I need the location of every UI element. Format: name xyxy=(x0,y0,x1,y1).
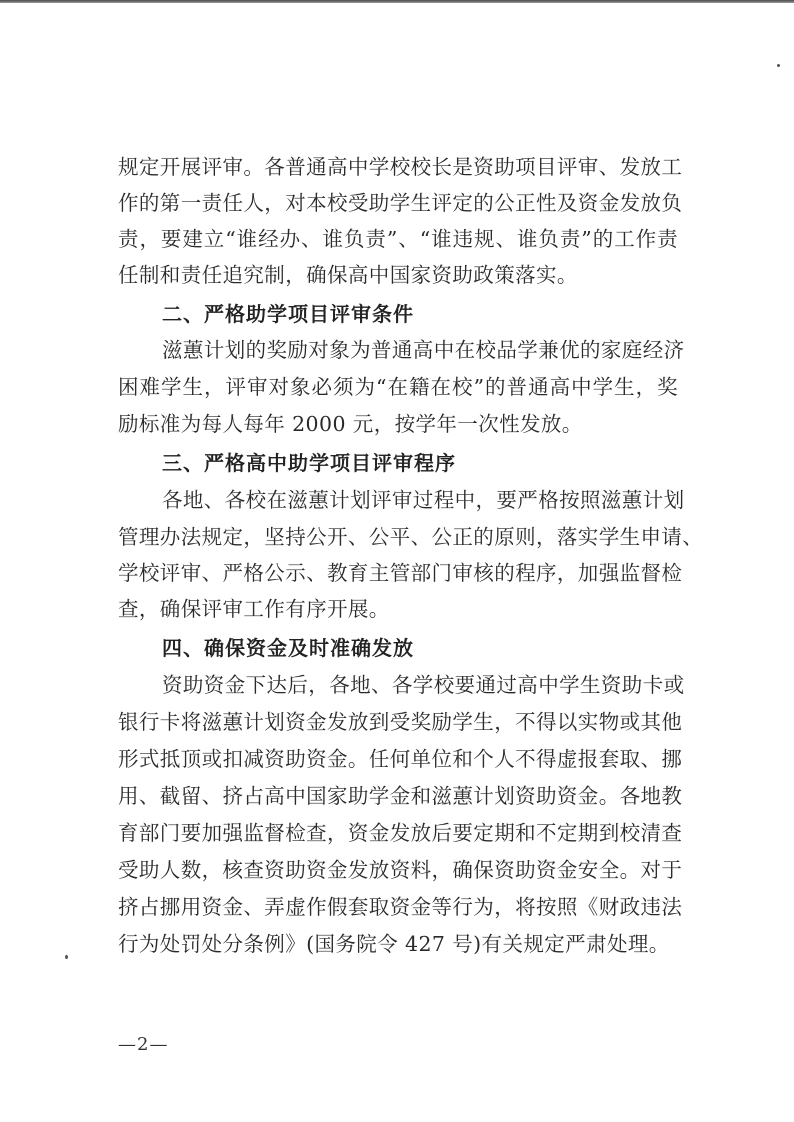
scan-speck xyxy=(65,955,68,959)
body-text-line: 责，要建立“谁经办、谁负责”、“谁违规、谁负责”的工作责 xyxy=(118,227,678,251)
section-heading: 三、严格高中助学项目评审程序 xyxy=(162,451,456,475)
body-text-line: 银行卡将滋蕙计划资金发放到受奖励学生，不得以实物或其他 xyxy=(118,710,683,734)
body-text-line: 育部门要加强监督检查，资金发放后要定期和不定期到校清查 xyxy=(118,821,683,845)
section-heading: 四、确保资金及时准确发放 xyxy=(162,636,414,660)
body-text-line: 任制和责任追究制，确保高中国家资助政策落实。 xyxy=(118,263,578,287)
body-text-line: 管理办法规定，坚持公开、公平、公正的原则，落实学生申请、 xyxy=(118,525,704,549)
body-text-line: 形式抵顶或扣减资助资金。任何单位和个人不得虚报套取、挪 xyxy=(118,747,683,771)
body-text-line: 励标准为每人每年 2000 元，按学年一次性发放。 xyxy=(118,412,583,436)
body-text-line: 行为处罚处分条例》(国务院令 427 号)有关规定严肃处理。 xyxy=(118,932,670,956)
body-text-line: 受助人数，核查资助资金发放资料，确保资助资金安全。对于 xyxy=(118,858,683,882)
body-text-line: 各地、各校在滋蕙计划评审过程中，要严格按照滋蕙计划 xyxy=(162,488,685,512)
scan-top-edge xyxy=(0,0,794,3)
body-text-line: 滋蕙计划的奖励对象为普通高中在校品学兼优的家庭经济 xyxy=(162,338,685,362)
body-text-line: 资助资金下达后，各地、各学校要通过高中学生资助卡或 xyxy=(162,673,685,697)
scan-speck xyxy=(777,64,780,67)
body-text-line: 查，确保评审工作有序开展。 xyxy=(118,597,390,621)
body-text-line: 用、截留、挤占高中国家助学金和滋蕙计划资助资金。各地教 xyxy=(118,784,683,808)
body-text-line: 规定开展评审。各普通高中学校校长是资助项目评审、发放工 xyxy=(118,155,683,179)
body-text-line: 困难学生，评审对象必须为“在籍在校”的普通高中学生，奖 xyxy=(118,375,678,399)
page-number: —2— xyxy=(118,1034,169,1055)
section-heading: 二、严格助学项目评审条件 xyxy=(162,302,414,326)
body-text-line: 挤占挪用资金、弄虚作假套取资金等行为，将按照《财政违法 xyxy=(118,895,683,919)
body-text-line: 学校评审、严格公示、教育主管部门审核的程序，加强监督检 xyxy=(118,561,683,585)
body-text-line: 作的第一责任人，对本校受助学生评定的公正性及资金发放负 xyxy=(118,191,683,215)
